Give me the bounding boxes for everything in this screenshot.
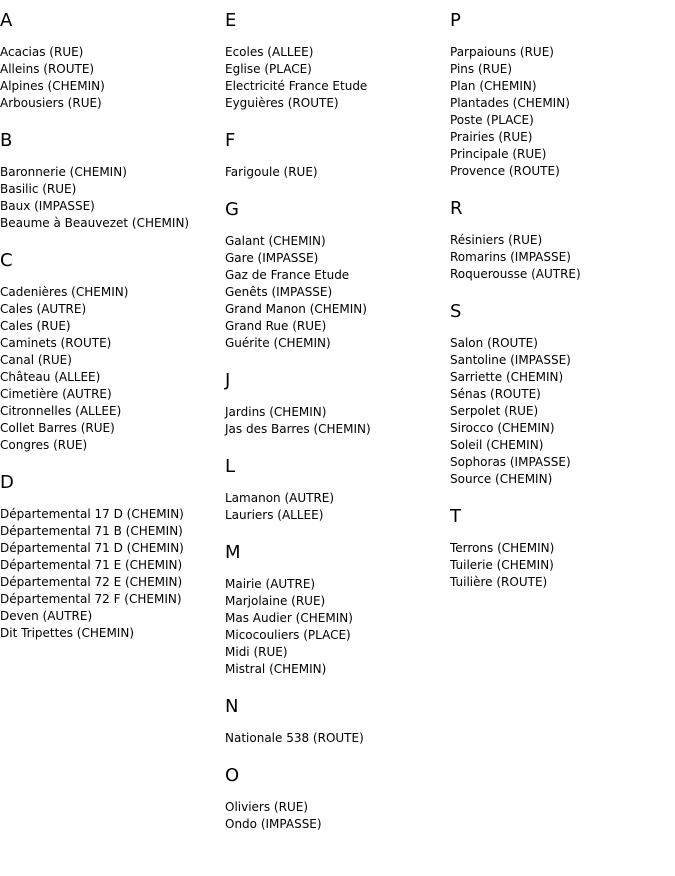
street-item: Lauriers (ALLEE) [225,508,324,522]
street-item: Galant (CHEMIN) [225,234,326,248]
letter-section [225,130,445,181]
street-list [225,730,445,747]
street-item: Ecoles (ALLEE) [225,45,314,59]
street-item: Alleins (ROUTE) [0,62,95,76]
letter-section [0,472,220,642]
street-item: Marjolaine (RUE) [225,594,326,608]
street-item: Roquerousse (AUTRE) [450,267,581,281]
street-list [450,232,670,283]
section-letter-heading: G [225,199,239,220]
street-item: Ondo (IMPASSE) [225,817,322,831]
street-item: Grand Rue (RUE) [225,319,327,333]
section-letter-heading: A [0,10,13,31]
section-letter-heading: N [225,696,239,717]
street-item: Canal (RUE) [0,353,72,367]
letter-section [0,10,220,112]
street-list [0,164,220,232]
section-letter-heading: P [450,10,461,31]
street-index-column-1 [0,10,220,660]
street-item: Terrons (CHEMIN) [450,541,555,555]
street-item: Citronnelles (ALLEE) [0,404,122,418]
street-item: Baux (IMPASSE) [0,199,95,213]
street-item: Cales (RUE) [0,319,71,333]
street-item: Eyguières (ROUTE) [225,96,339,110]
section-letter-heading: J [225,370,231,391]
street-item: Départemental 72 E (CHEMIN) [0,575,183,589]
letter-section [225,696,445,747]
street-item: Soleil (CHEMIN) [450,438,544,452]
section-letter-heading: T [450,506,461,527]
street-item: Congres (RUE) [0,438,88,452]
street-item: Source (CHEMIN) [450,472,553,486]
street-item: Basilic (RUE) [0,182,77,196]
street-item: Mas Audier (CHEMIN) [225,611,353,625]
street-item: Sénas (ROUTE) [450,387,541,401]
letter-section [450,10,670,180]
letter-section [225,542,445,678]
street-item: Arbousiers (RUE) [0,96,102,110]
street-list [225,233,445,352]
street-list [0,44,220,112]
street-item: Gaz de France Etude [225,268,350,282]
street-item: Caminets (ROUTE) [0,336,112,350]
street-list [450,44,670,180]
street-item: Prairies (RUE) [450,130,533,144]
street-item: Genêts (IMPASSE) [225,285,333,299]
letter-section [225,370,445,438]
street-list [225,799,445,833]
section-letter-heading: C [0,250,13,271]
street-item: Départemental 71 B (CHEMIN) [0,524,183,538]
street-item: Plantades (CHEMIN) [450,96,570,110]
street-item: Salon (ROUTE) [450,336,538,350]
street-item: Baronnerie (CHEMIN) [0,165,127,179]
street-list [450,335,670,488]
street-list [225,44,445,112]
street-item: Dit Tripettes (CHEMIN) [0,626,135,640]
street-item: Eglise (PLACE) [225,62,312,76]
letter-section [225,765,445,833]
street-item: Poste (PLACE) [450,113,534,127]
street-item: Romarins (IMPASSE) [450,250,571,264]
street-item: Gare (IMPASSE) [225,251,319,265]
street-item: Oliviers (RUE) [225,800,308,814]
street-list [225,490,445,524]
section-letter-heading: M [225,542,241,563]
section-letter-heading: R [450,198,463,219]
letter-section [450,301,670,488]
street-item: Jas des Barres (CHEMIN) [225,422,371,436]
street-item: Guérite (CHEMIN) [225,336,331,350]
street-item: Château (ALLEE) [0,370,101,384]
street-item: Farigoule (RUE) [225,165,318,179]
street-item: Cadenières (CHEMIN) [0,285,129,299]
street-item: Parpaiouns (RUE) [450,45,554,59]
street-item: Nationale 538 (ROUTE) [225,731,364,745]
street-item: Départemental 71 E (CHEMIN) [0,558,183,572]
street-item: Plan (CHEMIN) [450,79,537,93]
street-item: Micocouliers (PLACE) [225,628,351,642]
section-letter-heading: S [450,301,462,322]
street-item: Beaume à Beauvezet (CHEMIN) [0,216,190,230]
street-item: Sirocco (CHEMIN) [450,421,555,435]
street-list [450,540,670,591]
street-item: Départemental 72 F (CHEMIN) [0,592,182,606]
street-item: Provence (ROUTE) [450,164,560,178]
street-item: Santoline (IMPASSE) [450,353,571,367]
letter-section [0,250,220,454]
section-letter-heading: L [225,456,236,477]
street-list [0,506,220,642]
street-list [225,404,445,438]
street-item: Alpines (CHEMIN) [0,79,105,93]
section-letter-heading: O [225,765,240,786]
street-item: Serpolet (RUE) [450,404,539,418]
street-list [0,284,220,454]
letter-section [225,456,445,524]
street-item: Résiniers (RUE) [450,233,543,247]
section-letter-heading: B [0,130,13,151]
street-list [225,576,445,678]
letter-section [450,198,670,283]
street-item: Mairie (AUTRE) [225,577,316,591]
street-item: Midi (RUE) [225,645,288,659]
letter-section [0,130,220,232]
letter-section [225,10,445,112]
street-item: Lamanon (AUTRE) [225,491,335,505]
street-item: Départemental 71 D (CHEMIN) [0,541,184,555]
street-item: Cales (AUTRE) [0,302,87,316]
street-item: Cimetière (AUTRE) [0,387,112,401]
section-letter-heading: D [0,472,14,493]
street-index-column-2 [225,10,445,851]
street-item: Sarriette (CHEMIN) [450,370,564,384]
letter-section [225,199,445,352]
street-item: Jardins (CHEMIN) [225,405,327,419]
street-item: Collet Barres (RUE) [0,421,115,435]
street-item: Pins (RUE) [450,62,513,76]
street-list [225,164,445,181]
street-index-column-3 [450,10,670,609]
section-letter-heading: E [225,10,237,31]
street-item: Départemental 17 D (CHEMIN) [0,507,184,521]
street-item: Principale (RUE) [450,147,547,161]
street-item: Grand Manon (CHEMIN) [225,302,367,316]
section-letter-heading: F [225,130,236,151]
street-item: Acacias (RUE) [0,45,84,59]
street-item: Tuilière (ROUTE) [450,575,548,589]
street-item: Deven (AUTRE) [0,609,93,623]
letter-section [450,506,670,591]
street-item: Electricité France Etude [225,79,368,93]
street-item: Tuilerie (CHEMIN) [450,558,554,572]
street-item: Sophoras (IMPASSE) [450,455,571,469]
street-item: Mistral (CHEMIN) [225,662,327,676]
